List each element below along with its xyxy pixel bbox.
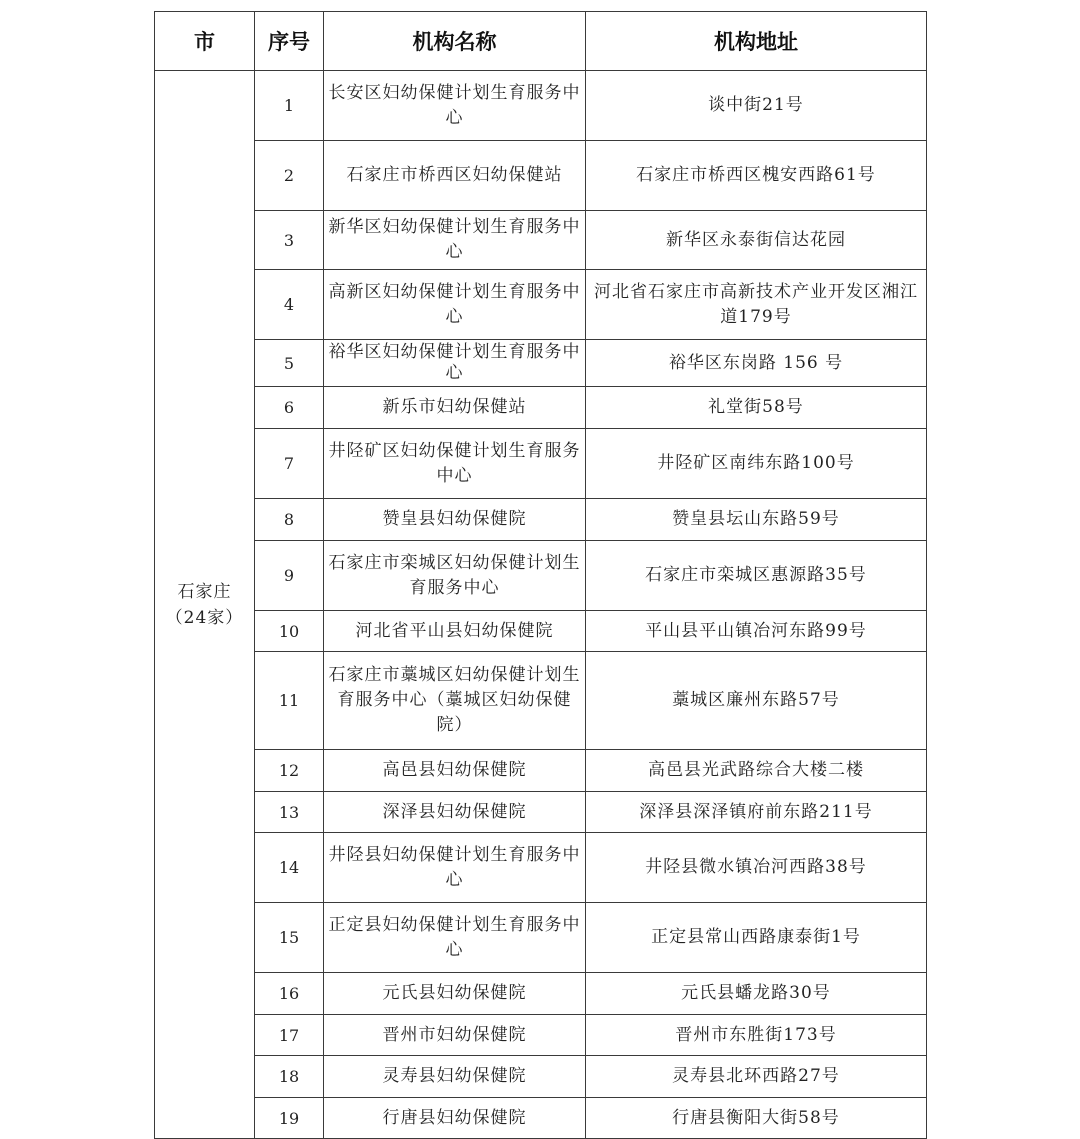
row-address: 元氏县蟠龙路30号	[586, 973, 927, 1015]
table-row	[155, 1098, 927, 1139]
row-name: 石家庄市桥西区妇幼保健站	[324, 141, 586, 211]
row-name: 赞皇县妇幼保健院	[324, 499, 586, 541]
row-address: 藁城区廉州东路57号	[586, 652, 927, 750]
row-address: 灵寿县北环西路27号	[586, 1056, 927, 1098]
row-name: 新华区妇幼保健计划生育服务中心	[324, 211, 586, 270]
row-index: 6	[255, 387, 324, 429]
header-address: 机构地址	[586, 12, 927, 71]
table-row	[155, 1015, 927, 1056]
row-index: 8	[255, 499, 324, 541]
row-address: 深泽县深泽镇府前东路211号	[586, 792, 927, 833]
table-row	[155, 429, 927, 499]
row-name: 高新区妇幼保健计划生育服务中心	[324, 270, 586, 340]
row-name: 晋州市妇幼保健院	[324, 1015, 586, 1056]
row-address: 行唐县衡阳大街58号	[586, 1098, 927, 1139]
row-index: 2	[255, 141, 324, 211]
row-index: 3	[255, 211, 324, 270]
row-address: 石家庄市栾城区惠源路35号	[586, 541, 927, 611]
table-row	[155, 903, 927, 973]
row-address: 石家庄市桥西区槐安西路61号	[586, 141, 927, 211]
row-index: 15	[255, 903, 324, 973]
row-address: 井陉县微水镇冶河西路38号	[586, 833, 927, 903]
table-row	[155, 340, 927, 387]
city-cell	[155, 71, 255, 1139]
header-name: 机构名称	[324, 12, 586, 71]
header-city: 市	[155, 12, 255, 71]
row-address: 高邑县光武路综合大楼二楼	[586, 750, 927, 792]
row-index: 13	[255, 792, 324, 833]
row-address: 河北省石家庄市高新技术产业开发区湘江道179号	[586, 270, 927, 340]
row-name: 石家庄市栾城区妇幼保健计划生育服务中心	[324, 541, 586, 611]
table-row	[155, 211, 927, 270]
row-address: 平山县平山镇冶河东路99号	[586, 611, 927, 652]
row-name: 行唐县妇幼保健院	[324, 1098, 586, 1139]
row-index: 7	[255, 429, 324, 499]
row-index: 17	[255, 1015, 324, 1056]
row-name: 井陉矿区妇幼保健计划生育服务中心	[324, 429, 586, 499]
row-index: 12	[255, 750, 324, 792]
row-address: 井陉矿区南纬东路100号	[586, 429, 927, 499]
city-name: 石家庄	[177, 581, 232, 602]
row-index: 14	[255, 833, 324, 903]
row-name: 元氏县妇幼保健院	[324, 973, 586, 1015]
row-name: 新乐市妇幼保健站	[324, 387, 586, 429]
row-address: 新华区永泰街信达花园	[586, 211, 927, 270]
table-row	[155, 792, 927, 833]
row-index: 10	[255, 611, 324, 652]
table-row	[155, 141, 927, 211]
row-address: 谈中街21号	[586, 71, 927, 141]
row-address: 礼堂街58号	[586, 387, 927, 429]
row-address: 赞皇县坛山东路59号	[586, 499, 927, 541]
table-row	[155, 833, 927, 903]
table-row	[155, 1056, 927, 1098]
table-header-row	[155, 12, 927, 71]
row-index: 5	[255, 340, 324, 387]
table-row	[155, 652, 927, 750]
table-row	[155, 387, 927, 429]
table-row	[155, 541, 927, 611]
row-address: 正定县常山西路康泰街1号	[586, 903, 927, 973]
row-name: 正定县妇幼保健计划生育服务中心	[324, 903, 586, 973]
row-name: 长安区妇幼保健计划生育服务中心	[324, 71, 586, 141]
row-name: 裕华区妇幼保健计划生育服务中心	[324, 340, 586, 387]
row-name: 河北省平山县妇幼保健院	[324, 611, 586, 652]
table-row	[155, 611, 927, 652]
row-index: 19	[255, 1098, 324, 1139]
row-address: 裕华区东岗路 156 号	[586, 340, 927, 387]
row-name: 石家庄市藁城区妇幼保健计划生育服务中心（藁城区妇幼保健院）	[324, 652, 586, 750]
table-row	[155, 750, 927, 792]
table-row	[155, 499, 927, 541]
row-index: 16	[255, 973, 324, 1015]
row-name: 灵寿县妇幼保健院	[324, 1056, 586, 1098]
table-row	[155, 973, 927, 1015]
row-name: 深泽县妇幼保健院	[324, 792, 586, 833]
row-address: 晋州市东胜街173号	[586, 1015, 927, 1056]
row-index: 1	[255, 71, 324, 141]
table-row	[155, 270, 927, 340]
table-row	[155, 71, 927, 141]
institution-table	[154, 11, 927, 1139]
row-name: 井陉县妇幼保健计划生育服务中心	[324, 833, 586, 903]
row-index: 18	[255, 1056, 324, 1098]
row-name: 高邑县妇幼保健院	[324, 750, 586, 792]
row-index: 9	[255, 541, 324, 611]
row-index: 11	[255, 652, 324, 750]
city-count: （24家）	[165, 607, 244, 628]
row-index: 4	[255, 270, 324, 340]
header-index: 序号	[255, 12, 324, 71]
